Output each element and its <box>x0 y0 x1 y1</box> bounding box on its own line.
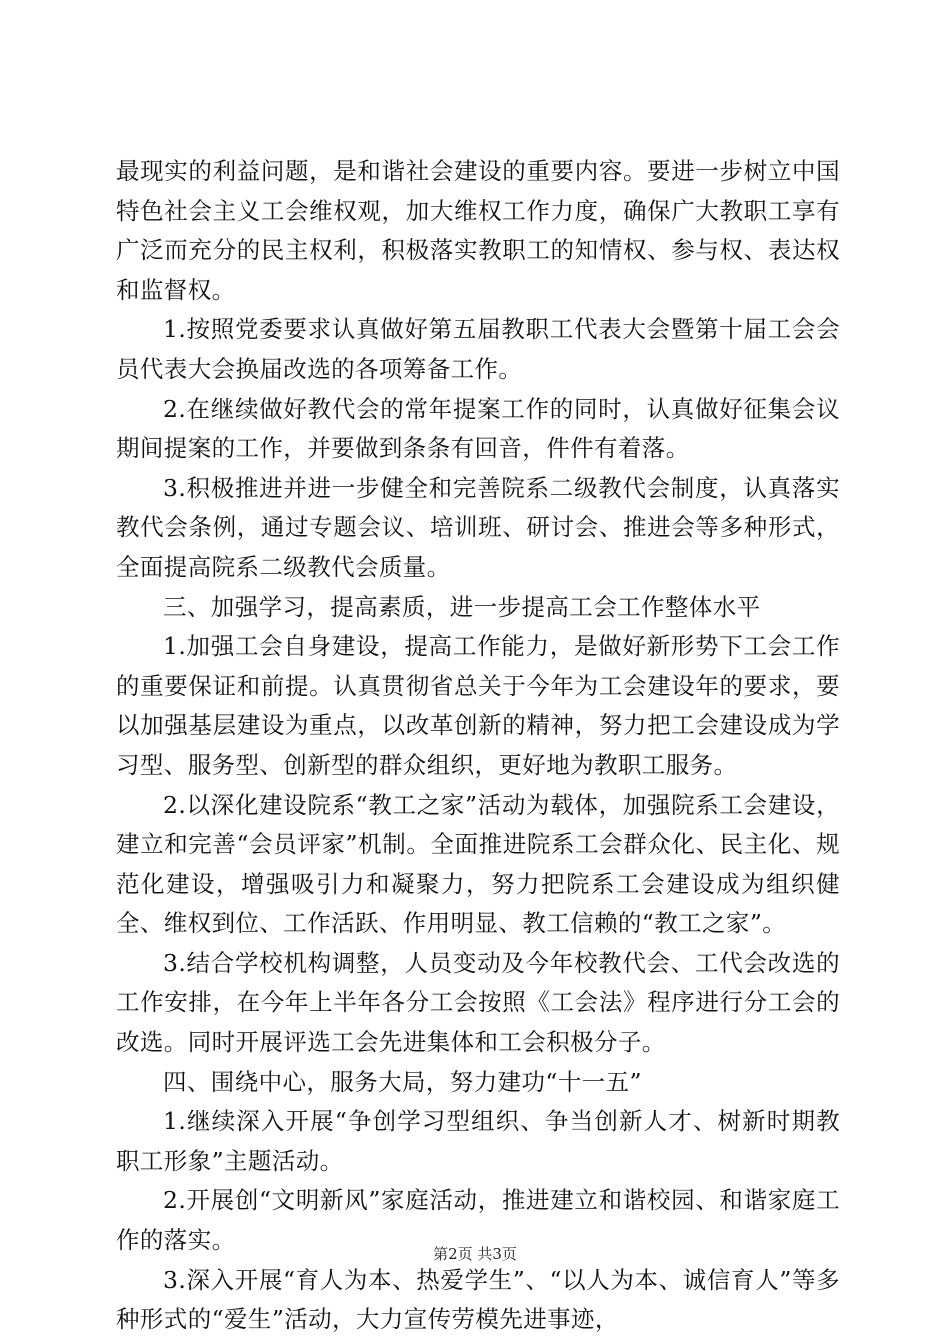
paragraph: 3.积极推进并进一步健全和完善院系二级教代会制度，认真落实教代会条例，通过专题会议、培训班、研讨会、推进会等多种形式，全面提高院系二级教代会质量。 <box>116 473 840 581</box>
section-heading: 三、加强学习，提高素质，进一步提高工会工作整体水平 <box>163 592 761 621</box>
paragraph: 最现实的利益问题，是和谐社会建设的重要内容。要进一步树立中国特色社会主义工会维权观，加大维权工作力度，确保广大教职工享有广泛而充分的民主权利，积极落实教职工的知情权、参与权、表达权和监督权。 <box>116 157 840 304</box>
document-body <box>116 152 840 1340</box>
paragraph: 3.深入开展“育人为本、热爱学生”、“以人为本、诚信育人”等多种形式的“爱生”活动，大力宣传劳模先进事迹， <box>116 1265 840 1334</box>
paragraph: 1.按照党委要求认真做好第五届教职工代表大会暨第十届工会会员代表大会换届改选的各项筹备工作。 <box>116 315 840 383</box>
paragraph: 2.开展创“文明新风”家庭活动，推进建立和谐校园、和谐家庭工作的落实。 <box>116 1186 840 1255</box>
paragraph: 3.结合学校机构调整，人员变动及今年校教代会、工代会改选的工作安排，在今年上半年各分工会按照《工会法》程序进行分工会的改选。同时开展评选工会先进集体和工会积极分子。 <box>116 948 840 1057</box>
paragraph: 1.加强工会自身建设，提高工作能力，是做好新形势下工会工作的重要保证和前提。认真贯彻省总关于今年为工会建设年的要求，要以加强基层建设为重点，以改革创新的精神，努力把工会建设成为学习型、服务型、创新型的群众组织，更好地为教职工服务。 <box>116 632 840 779</box>
paragraph: 2.在继续做好教代会的常年提案工作的同时，认真做好征集会议期间提案的工作，并要做到条条有回音，件件有着落。 <box>116 394 840 463</box>
section-heading: 四、围绕中心，服务大局，努力建功“十一五” <box>163 1067 642 1096</box>
paragraph: 2.以深化建设院系“教工之家”活动为载体，加强院系工会建设，建立和完善“会员评家”机制。全面推进院系工会群众化、民主化、规范化建设，增强吸引力和凝聚力，努力把院系工会建设成为组织健全、维权到位、工作活跃、作用明显、教工信赖的“教工之家”。 <box>116 790 840 938</box>
paragraph: 1.继续深入开展“争创学习型组织、争当创新人才、树新时期教职工形象”主题活动。 <box>116 1107 840 1175</box>
page-number-footer: 第2页 共3页 <box>433 1245 517 1263</box>
